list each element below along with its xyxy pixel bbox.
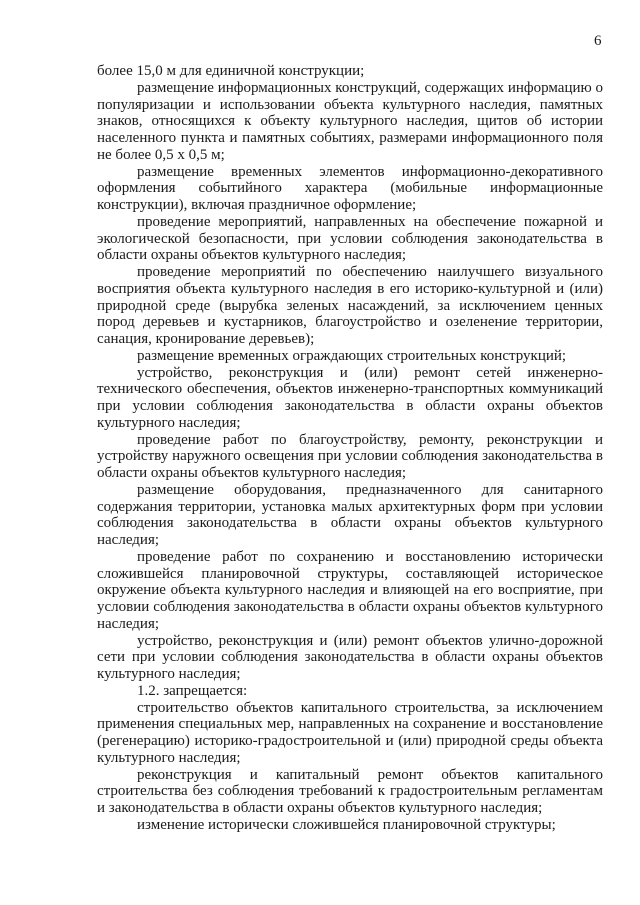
- paragraph: проведение работ по благоустройству, ремонту, реконструкции и устройству наружного освещения при условии соблюдения законодательства в области охраны объектов культурного наследия;: [97, 431, 603, 481]
- paragraph: строительство объектов капитального строительства, за исключением применения специальных мер, направленных на сохранение и восстановление (регенерацию) историко-градостроительной и (или) природной среды объекта культурного наследия;: [97, 699, 603, 766]
- document-body: [97, 63, 603, 834]
- paragraph: размещение временных элементов информационно-декоративного оформления событийного характера (мобильные информационные конструкции), включая праздничное оформление;: [97, 163, 603, 213]
- paragraph: 1.2. запрещается:: [137, 682, 248, 699]
- paragraph: реконструкция и капитальный ремонт объектов капитального строительства без соблюдения требований к градостроительным регламентам и законодательства в области охраны объектов культурного наследия;: [97, 766, 603, 816]
- paragraph: проведение мероприятий по обеспечению наилучшего визуального восприятия объекта культурного наследия в его историко-культурной и (или) природной среде (вырубка зеленых насаждений, за исключением ценных пород деревьев и кустарников, благоустройство и озеленение территории, санация, кронирование деревьев);: [97, 264, 603, 347]
- paragraph: устройство, реконструкция и (или) ремонт сетей инженерно-технического обеспечения, объектов инженерно-транспортных коммуникаций при условии соблюдения законодательства в области охраны объектов культурного наследия;: [97, 364, 603, 431]
- paragraph: изменение исторически сложившейся планировочной структуры;: [137, 816, 556, 833]
- paragraph: устройство, реконструкция и (или) ремонт объектов улично-дорожной сети при условии соблюдения законодательства в области охраны объектов культурного наследия;: [97, 632, 603, 682]
- paragraph: проведение мероприятий, направленных на обеспечение пожарной и экологической безопасности, при условии соблюдения законодательства в области охраны объектов культурного наследия;: [97, 213, 603, 264]
- paragraph: проведение работ по сохранению и восстановлению исторически сложившейся планировочной структуры, составляющей историческое окружение объекта культурного наследия и влияющей на его восприятие, при условии соблюдения законодательства в области охраны объектов культурного наследия;: [97, 548, 603, 632]
- paragraph: размещение оборудования, предназначенного для санитарного содержания территории, установка малых архитектурных форм при условии соблюдения законодательства в области охраны объектов культурного наследия;: [97, 481, 603, 548]
- paragraph: размещение временных ограждающих строительных конструкций;: [137, 347, 567, 364]
- paragraph: более 15,0 м для единичной конструкции;: [97, 63, 365, 79]
- page-number: 6: [594, 33, 602, 49]
- paragraph: размещение информационных конструкций, содержащих информацию о популяризации и использовании объекта культурного наследия, памятных знаков, относящихся к объекту культурного наследия, щитов об истории населенного пункта и памятных событиях, размерами информационного поля не более 0,5 х 0,5 м;: [97, 79, 603, 163]
